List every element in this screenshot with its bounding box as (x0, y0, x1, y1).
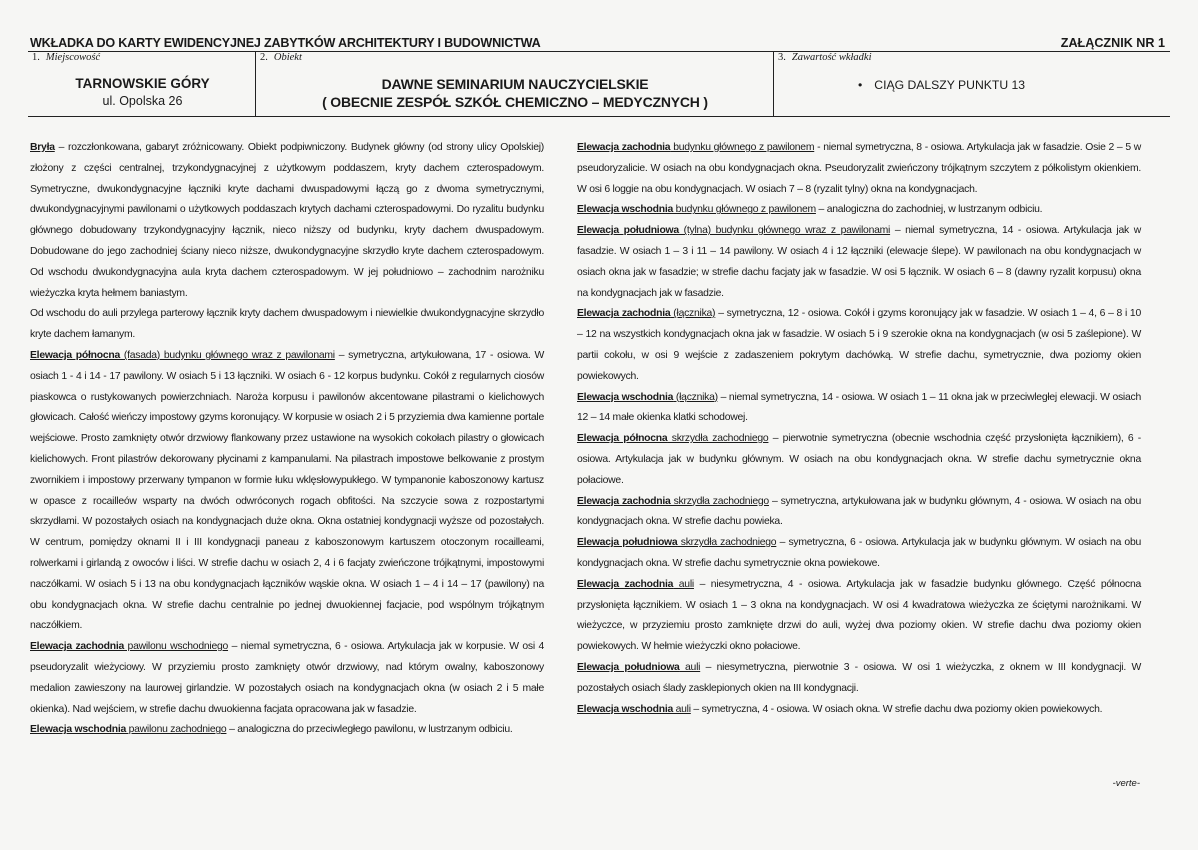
section-heading: Elewacja zachodnia (577, 578, 674, 590)
section-text: – niemal symetryczna, 14 - osiowa. W osiach 1 – 11 okna jak w przeciwległej elewacji. W osiach 12 – 14 małe okienka klatki schodowej. (577, 391, 1141, 424)
contents-label: 3. Zawartość wkładki (778, 52, 872, 63)
section-subject: pawilonu wschodniego (124, 641, 229, 653)
section-heading: Elewacja północna (30, 349, 120, 361)
section-paragraph (577, 138, 1141, 200)
section-subject: (fasada) budynku głównego wraz z pawilonami (119, 349, 335, 361)
section-heading: Elewacja zachodnia (30, 641, 125, 653)
section-text: – symetryczna, 4 - osiowa. W osiach okna. W strefie dachu dwa poziomy okien powiekowych. (690, 703, 1103, 715)
section-heading: Elewacja wschodnia (577, 703, 673, 715)
section-heading: Elewacja zachodnia (577, 142, 671, 153)
section-paragraph (577, 304, 1141, 387)
object-name-line1: DAWNE SEMINARIUM NAUCZYCIELSKIE (381, 76, 649, 92)
section-paragraph (577, 700, 1141, 721)
section-text: – niemal symetryczna, 14 - osiowa. Artykulacja jak w fasadzie. W osiach 1 – 3 i 11 – 14 pawilony. W osiach 4 i 12 łączniki (elewacje ślepe). W pawilonach na obu kondygnacjach w osiach okna jak w fasadzie; w strefie dachu facjaty jak w fasadzie. W osi 5 łącznik. W osiach 6 – 8 (dawny ryzalit korpusu) okna na kondygnacjach jak w fasadzie. (577, 225, 1141, 299)
object-name-line2: ( OBECNIE ZESPÓŁ SZKÓŁ CHEMICZNO – MEDYCZNYCH ) (322, 94, 708, 110)
section-paragraph (577, 429, 1141, 491)
section-subject: skrzydła zachodniego (667, 433, 769, 445)
header-divider-2 (773, 51, 774, 116)
section-paragraph (577, 533, 1141, 575)
section-heading: Elewacja północna (577, 433, 668, 445)
section-subject: auli (679, 661, 701, 673)
section-subject: skrzydła zachodniego (677, 537, 777, 549)
footer-verte: -verte- (1112, 778, 1140, 789)
header-divider-1 (255, 51, 256, 116)
object-label: 2. Obiekt (260, 52, 302, 63)
section-heading: Elewacja południowa (577, 225, 679, 237)
section-subject: (tylna) budynku głównego wraz z pawilonami (678, 225, 891, 237)
location-label: 1. Miejscowość (32, 52, 101, 63)
section-subject: (łącznika) (670, 308, 716, 320)
section-paragraph (30, 346, 544, 637)
section-text: – pierwotnie symetryczna (obecnie wschodnia część przysłonięta łącznikiem), 6 - osiowa. Artykulacja jak w budynku głównym. W osiach na obu kondygnacjach okna. W strefie dachu symetrycznie okna połaciowe. (577, 433, 1141, 486)
section-heading: Elewacja wschodnia (30, 724, 126, 736)
section-paragraph (577, 388, 1141, 430)
section-text: – symetryczna, artykułowana, 17 - osiowa. W osiach 1 - 4 i 14 - 17 pawilony. W osiach 5 i 13 łączniki. W osiach 6 - 12 korpus budynku. Cokół z regularnych ciosów piaskowca o rustykowanych powierzchniach. Naroża korpusu i pawilonów akcentowane pilastrami o kielichowych głowicach. Całość wieńczy impostowy gzyms koronujący. W korpusie w osiach 2 i 5 przyziemia dwa kamienne portale wejściowe. Prosto zamknięty otwór drzwiowy flankowany przez ustawione na wysokich cokołach pilastry o głowicach kielichowych. Front pilastrów dekorowany płycinami z kampanulami. Na pilastrach impostowe belkowanie z prostym zwornikiem i impostowy przerwany tympanon w formie łuku wklęsłowypukłego. W tympanonie kaboszonowy kartusz w opasce z rocailleów wsparty na dwóch odwróconych rogach obfitości. Na szczycie sowa z rozpostartymi skrzydłami. W pozostałych osiach na kondygnacjach duże okna. Okna ostatniej kondygnacji wyższe od pozostałych. W centrum, pomiędzy oknami II i III kondygnacji paneau z kaboszonowym kartuszem otoczonym rocailleami, rolwerkami i girlandą z owoców i liści. W strefie dachu w osiach 2, 4 i 6 facjaty zwieńczone trójkątnymi, impostowymi naczółkami. W osiach 5 i 13 na obu kondygnacjach łączników wąskie okna. W osiach 1 – 4 i 14 – 17 (pawilony) na obu kondygnacjach okna. W strefie dachu centralnie po jednej dwuokiennej facjacie, pod wspólnym trójkątnym naczółkiem. (30, 349, 545, 632)
section-subject: auli (673, 578, 694, 590)
document-title: WKŁADKA DO KARTY EWIDENCYJNEJ ZABYTKÓW ARCHITEKTURY I BUDOWNICTWA (30, 36, 541, 50)
section-text: – symetryczna, 12 - osiowa. Cokół i gzyms koronujący jak w fasadzie. W osiach 1 – 4, 6 – 8 i 10 – 12 na wszystkich kondygnacjach okna jak w fasadzie. W osiach 5 i 9 szerokie okna na kondygnacjach (w osi 5 zaślepione). W partii cokołu, w osi 9 wejście z zadaszeniem pokrytym dachówką. W strefie dachu, symetrycznie, dwa poziomy okien powiekowych. (577, 308, 1141, 382)
section-subject: budynku głównego z pawilonem (670, 142, 815, 153)
section-paragraph (30, 637, 544, 720)
section-text: – analogiczna do przeciwległego pawilonu, w lustrzanym odbiciu. (226, 724, 513, 736)
section-paragraph (577, 221, 1141, 304)
section-text: – rozczłonkowana, gabaryt zróżnicowany. Obiekt podpiwniczony. Budynek główny (od strony ulicy Opolskiej) złożony z części centralnej, trzykondygnacyjnej z użytkowym poddaszem, kryty dachem czterospadowym. Symetryczne, dwukondygnacyjne łączniki kryte dachami dwuspadowymi łączą go z dwoma symetrycznymi, dwukondygnacyjnymi pawilonami o użytkowych poddaszach krytych dachami czterospadowymi. Do ryzalitu budynku głównego dobudowany trzykondygnacyjny łącznik, nieco niższy od budynku, kryty dachem dwuspadowym. Dobudowane do jego zachodniej ściany nieco niższe, dwukondygnacyjne skrzydło kryte dachem czterospadowym. Od wschodu dwukondygnacyjna aula kryta dachem czterospadowym. W jej południowo – zachodnim narożniku wieżyczka kryta hełmem baniastym. (30, 142, 544, 299)
section-heading: Elewacja wschodnia (577, 204, 673, 216)
section-heading: Elewacja zachodnia (577, 495, 671, 507)
attachment-number: ZAŁĄCZNIK NR 1 (1060, 36, 1165, 50)
section-subject: (łącznika) (673, 391, 718, 403)
section-heading: Elewacja zachodnia (577, 308, 671, 320)
section-heading: Bryła (30, 142, 55, 153)
contents-item: • CIĄG DALSZY PUNKTU 13 (858, 78, 1026, 92)
section-text: – symetryczna, 6 - osiowa. Artykulacja jak w budynku głównym. W osiach na obu kondygnacjach okna. W strefie dachu symetrycznie okna powiekowe. (577, 537, 1142, 569)
section-heading: Elewacja południowa (577, 661, 680, 673)
section-paragraph (577, 200, 1141, 221)
location-name: TARNOWSKIE GÓRY (75, 76, 210, 91)
section-paragraph (577, 658, 1141, 700)
section-subject: auli (672, 703, 691, 715)
section-text: – symetryczna, artykułowana jak w budynku głównym, 4 - osiowa. W osiach na obu kondygnacjach okna. W strefie dachu powieka. (577, 495, 1141, 528)
section-paragraph (30, 304, 544, 346)
section-text: – niesymetryczna, pierwotnie 3 - osiowa. W osi 1 wieżyczka, z oknem w III kondygnacji. W pozostałych osiach ślady zasklepionych okien na III kondygnacji. (577, 661, 1141, 694)
section-text: - niemal symetryczna, 8 - osiowa. Artykulacja jak w fasadzie. Osie 2 – 5 w pseudoryzalicie. W osiach na obu kondygnacjach okna. Pseudoryzalit zwieńczony trójkątnym szczytem z półkolistym okienkiem. W osi 6 loggie na obu kondygnacjach. W osiach 7 – 8 (ryzalit tylny) okna na kondygnacjach. (577, 142, 1141, 195)
section-subject: pawilonu zachodniego (125, 724, 227, 736)
section-text: – niesymetryczna, 4 - osiowa. Artykulacja jak w fasadzie budynku głównego. Część północna przysłonięta łącznikiem. W osiach 1 – 3 okna na kondygnacjach. W osi 4 kwadratowa wieżyczka ze ściętymi narożnikami. W wieżyczce, w przyziemiu prosto zamknięte drzwi do auli, wyżej dwa poziomy okien. W strefie dachu dwa poziomy okien powiekowych. W hełmie wieżyczki okno połaciowe. (577, 578, 1142, 653)
section-heading: Elewacja wschodnia (577, 391, 674, 403)
section-text: – analogiczna do zachodniej, w lustrzanym odbiciu. (815, 204, 1043, 216)
left-column (30, 138, 544, 741)
bullet-icon: • (858, 78, 863, 92)
right-column (577, 138, 1141, 720)
header-rule-top (28, 51, 1170, 52)
section-paragraph (30, 138, 544, 304)
section-paragraph (30, 720, 544, 741)
section-paragraph (577, 575, 1141, 658)
section-paragraph (577, 492, 1141, 534)
section-text: – niemal symetryczna, 6 - osiowa. Artykulacja jak w korpusie. W osi 4 pseudoryzalit wieżyciowy. W przyziemiu prosto zamknięty otwór drzwiowy, nad którym owalny, kaboszonowy medalion zawieszony na laurowej girlandzie. W pozostałych osiach na kondygnacjach okna (w osiach 2 i 5 małe okienka). Nad wejściem, w strefie dachu dwuokienna facjata opracowana jak w fasadzie. (30, 641, 544, 715)
header-rule-bottom (28, 116, 1170, 117)
section-subject: budynku głównego z pawilonem (672, 204, 816, 216)
section-subject: skrzydła zachodniego (670, 495, 769, 507)
section-heading: Elewacja południowa (577, 537, 678, 549)
section-text: Od wschodu do auli przylega parterowy łącznik kryty dachem dwuspadowym i niewielkie dwukondygnacyjne skrzydło kryte dachem łamanym. (30, 308, 544, 341)
location-address: ul. Opolska 26 (102, 94, 183, 108)
